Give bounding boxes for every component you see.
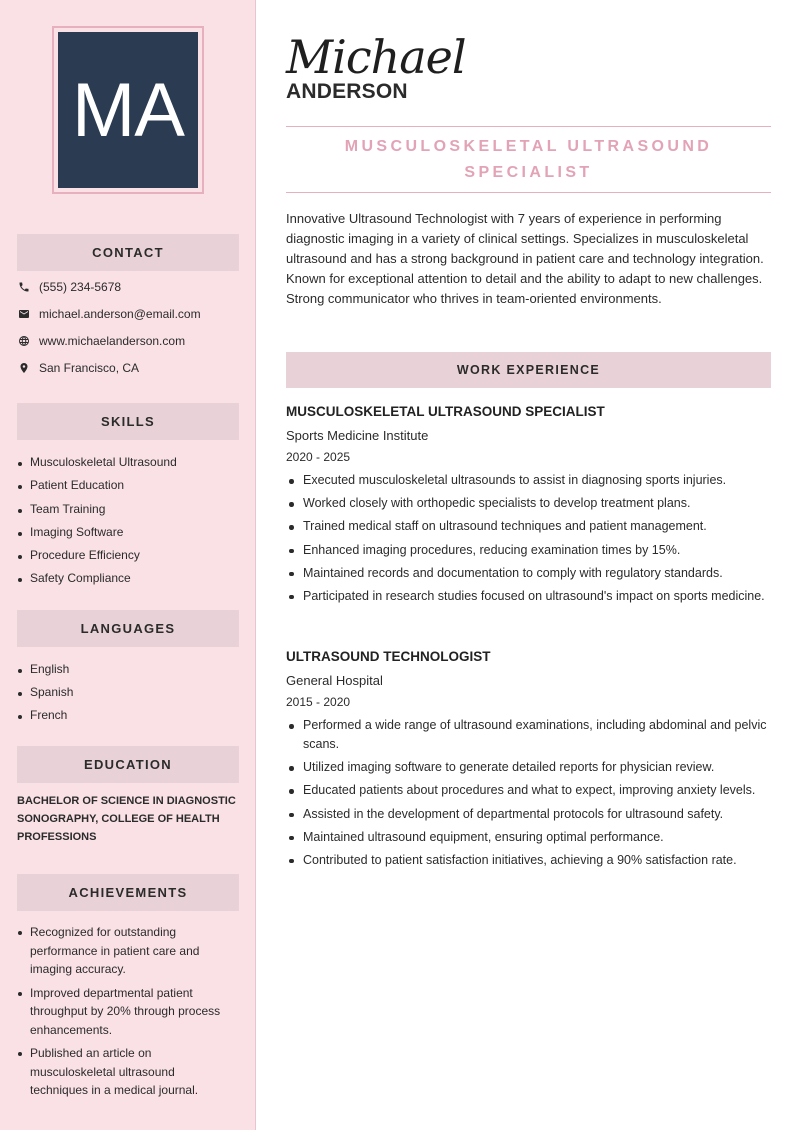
list-item: Maintained ultrasound equipment, ensuring optimal performance. (286, 828, 771, 847)
list-item: Safety Compliance (17, 570, 239, 593)
job-title: ULTRASOUND TECHNOLOGIST (286, 649, 491, 664)
location-pin-icon (17, 361, 31, 375)
job-dates: 2015 - 2020 (286, 695, 351, 709)
first-name: Michael (286, 30, 466, 84)
list-item: Recognized for outstanding performance in patient care and imaging accuracy. (17, 923, 227, 979)
divider (286, 192, 771, 193)
job-entry (286, 647, 771, 874)
contact-website (17, 334, 185, 348)
phone-text[interactable]: (555) 234-5678 (39, 280, 122, 294)
work-experience-heading: WORK EXPERIENCE (286, 352, 771, 388)
list-item: Executed musculoskeletal ultrasounds to assist in diagnosing sports injuries. (286, 471, 771, 490)
education-degree: BACHELOR OF SCIENCE IN DIAGNOSTIC SONOGRAPHY, COLLEGE OF HEALTH PROFESSIONS (17, 795, 236, 843)
contact-phone (17, 280, 121, 294)
monogram: MA (58, 32, 198, 188)
job-title-line-1: MUSCULOSKELETAL ULTRASOUND (344, 138, 713, 155)
list-item: Worked closely with orthopedic specialists to develop treatment plans. (286, 494, 771, 513)
list-item: Team Training (17, 501, 239, 524)
job-entry (286, 402, 771, 610)
contact-email (17, 307, 201, 321)
skills-list (17, 454, 239, 594)
achievements-heading: ACHIEVEMENTS (17, 874, 239, 911)
last-name: ANDERSON (286, 80, 408, 103)
job-company: General Hospital (286, 673, 383, 688)
mail-icon (17, 307, 31, 321)
list-item: Patient Education (17, 477, 239, 500)
languages-list (17, 661, 239, 730)
location-text: San Francisco, CA (39, 361, 140, 375)
profile-summary: Innovative Ultrasound Technologist with 7 years of experience in performing diagnostic imaging in a variety of clinical settings. Specializes in musculoskeletal ultrasound and has a strong background in patient care and technology integration. Known for exceptional attention to detail and the ability to adapt to new challenges. Strong communicator who thrives in team-oriented environments. (286, 211, 764, 306)
job-company: Sports Medicine Institute (286, 428, 429, 443)
list-item: Performed a wide range of ultrasound examinations, including abdominal and pelvic scans. (286, 716, 771, 754)
globe-icon (17, 334, 31, 348)
sidebar (0, 0, 256, 1130)
job-title-line-2: SPECIALIST (464, 164, 593, 181)
list-item: Participated in research studies focused on ultrasound's impact on sports medicine. (286, 587, 771, 606)
list-item: French (17, 707, 239, 730)
contact-location (17, 361, 139, 375)
email-text[interactable]: michael.anderson@email.com (39, 307, 201, 321)
contact-heading: CONTACT (17, 234, 239, 271)
job-title-heading (286, 134, 771, 186)
website-text[interactable]: www.michaelanderson.com (39, 334, 186, 348)
monogram-frame (52, 26, 204, 194)
list-item: Assisted in the development of departmental protocols for ultrasound safety. (286, 805, 771, 824)
list-item: Spanish (17, 684, 239, 707)
languages-heading: LANGUAGES (17, 610, 239, 647)
list-item: Procedure Efficiency (17, 547, 239, 570)
education-heading: EDUCATION (17, 746, 239, 783)
list-item: Improved departmental patient throughput by 20% through process enhancements. (17, 984, 227, 1040)
job-title: MUSCULOSKELETAL ULTRASOUND SPECIALIST (286, 404, 605, 419)
list-item: Contributed to patient satisfaction initiatives, achieving a 90% satisfaction rate. (286, 851, 771, 870)
list-item: Utilized imaging software to generate detailed reports for physician review. (286, 758, 771, 777)
list-item: Imaging Software (17, 524, 239, 547)
phone-icon (17, 280, 31, 294)
list-item: Maintained records and documentation to comply with regulatory standards. (286, 564, 771, 583)
job-dates: 2020 - 2025 (286, 450, 351, 464)
list-item: Trained medical staff on ultrasound techniques and patient management. (286, 517, 771, 536)
list-item: Enhanced imaging procedures, reducing examination times by 15%. (286, 541, 771, 560)
divider (286, 126, 771, 127)
achievements-list (17, 923, 227, 1105)
list-item: Musculoskeletal Ultrasound (17, 454, 239, 477)
skills-heading: SKILLS (17, 403, 239, 440)
list-item: English (17, 661, 239, 684)
list-item: Educated patients about procedures and what to expect, improving anxiety levels. (286, 781, 771, 800)
job-bullets (286, 716, 771, 870)
list-item: Published an article on musculoskeletal ultrasound techniques in a medical journal. (17, 1044, 227, 1100)
job-bullets (286, 471, 771, 606)
